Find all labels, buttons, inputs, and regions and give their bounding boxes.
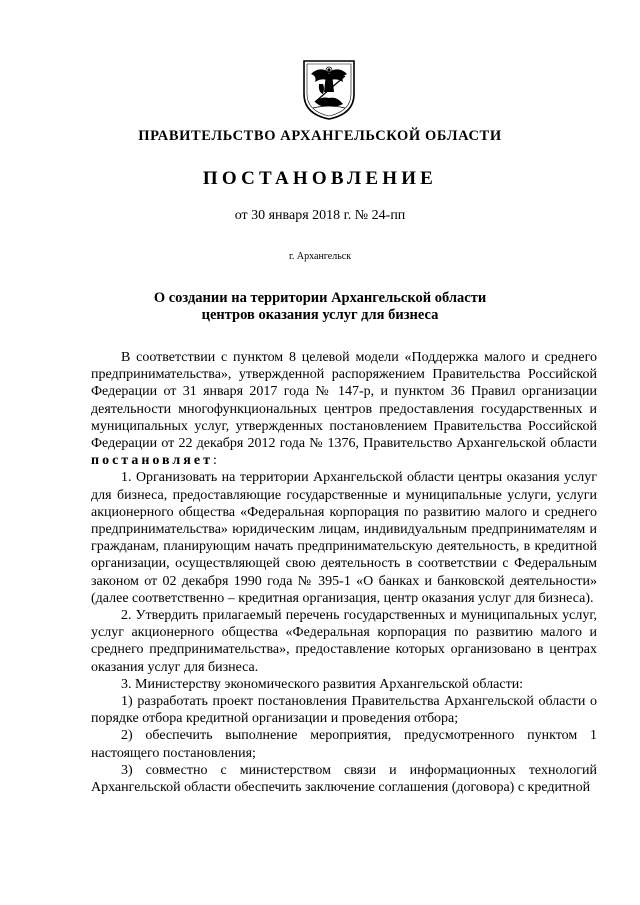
decrees-word: постановляет bbox=[91, 453, 213, 469]
document-title-line-2: центров оказания услуг для бизнеса bbox=[201, 307, 439, 323]
document-date-number: от 30 января 2018 г. № 24-пп bbox=[234, 208, 406, 223]
organization-name: ПРАВИТЕЛЬСТВО АРХАНГЕЛЬСКОЙ ОБЛАСТИ bbox=[138, 128, 502, 144]
coat-of-arms-emblem bbox=[301, 58, 357, 121]
paragraph-3-item-1: 1) разработать проект постановления Правительства Архангельской области о порядке отбора кредитной организации и проведения отбора; bbox=[91, 694, 597, 727]
document-type: ПОСТАНОВЛЕНИЕ bbox=[202, 168, 438, 189]
paragraph-1: 1. Организовать на территории Архангельской области центры оказания услуг для бизнеса, предоставляющие государственные и муниципальные услуги, услуги акционерного общества «Федеральная корпорация по развитию малого и среднего предпринимательства» юридическим лицам, индивидуальным предпринимателям и гражданам, планирующим начать предпринимательскую деятельность, в кредитной организации, осуществляющей свою деятельность в соответствии с Федеральным законом от 02 декабря 1990 года № 395-1 «О банках и банковской деятельности» (далее соответственно – кредитная организация, центр оказания услуг для бизнеса). bbox=[91, 470, 597, 606]
preamble-paragraph bbox=[91, 349, 597, 469]
document-title bbox=[0, 290, 640, 324]
decrees-colon: : bbox=[212, 453, 217, 469]
paragraph-3: 3. Министерству экономического развития Архангельской области: bbox=[121, 676, 524, 692]
paragraph-3-item-2: 2) обеспечить выполнение мероприятия, предусмотренного пунктом 1 настоящего постановления; bbox=[91, 728, 597, 761]
document-body bbox=[91, 349, 597, 796]
document-title-line-1: О создании на территории Архангельской области bbox=[153, 290, 487, 306]
preamble-text: В соответствии с пунктом 8 целевой модели «Поддержка малого и среднего предпринимательства», утвержденной распоряжением Правительства Российской Федерации от 31 января 2017 года № 147-р, и пунктом 36 Правил организации деятельности многофункциональных центров предоставления государственных и муниципальных услуг, утвержденных постановлением Правительства Российской Федерации от 22 декабря 2012 года № 1376, Правительство Архангельской области bbox=[91, 350, 597, 452]
paragraph-2: 2. Утвердить прилагаемый перечень государственных и муниципальных услуг, услуг акционерного общества «Федеральная корпорация по развитию малого и среднего предпринимательства», предоставление которых организовано в центрах оказания услуг для бизнеса. bbox=[91, 608, 597, 675]
document-place: г. Архангельск bbox=[288, 251, 352, 262]
paragraph-3-item-3: 3) совместно с министерством связи и информационных технологий Архангельской области обеспечить заключение соглашения (договора) с кредитной bbox=[91, 762, 597, 796]
